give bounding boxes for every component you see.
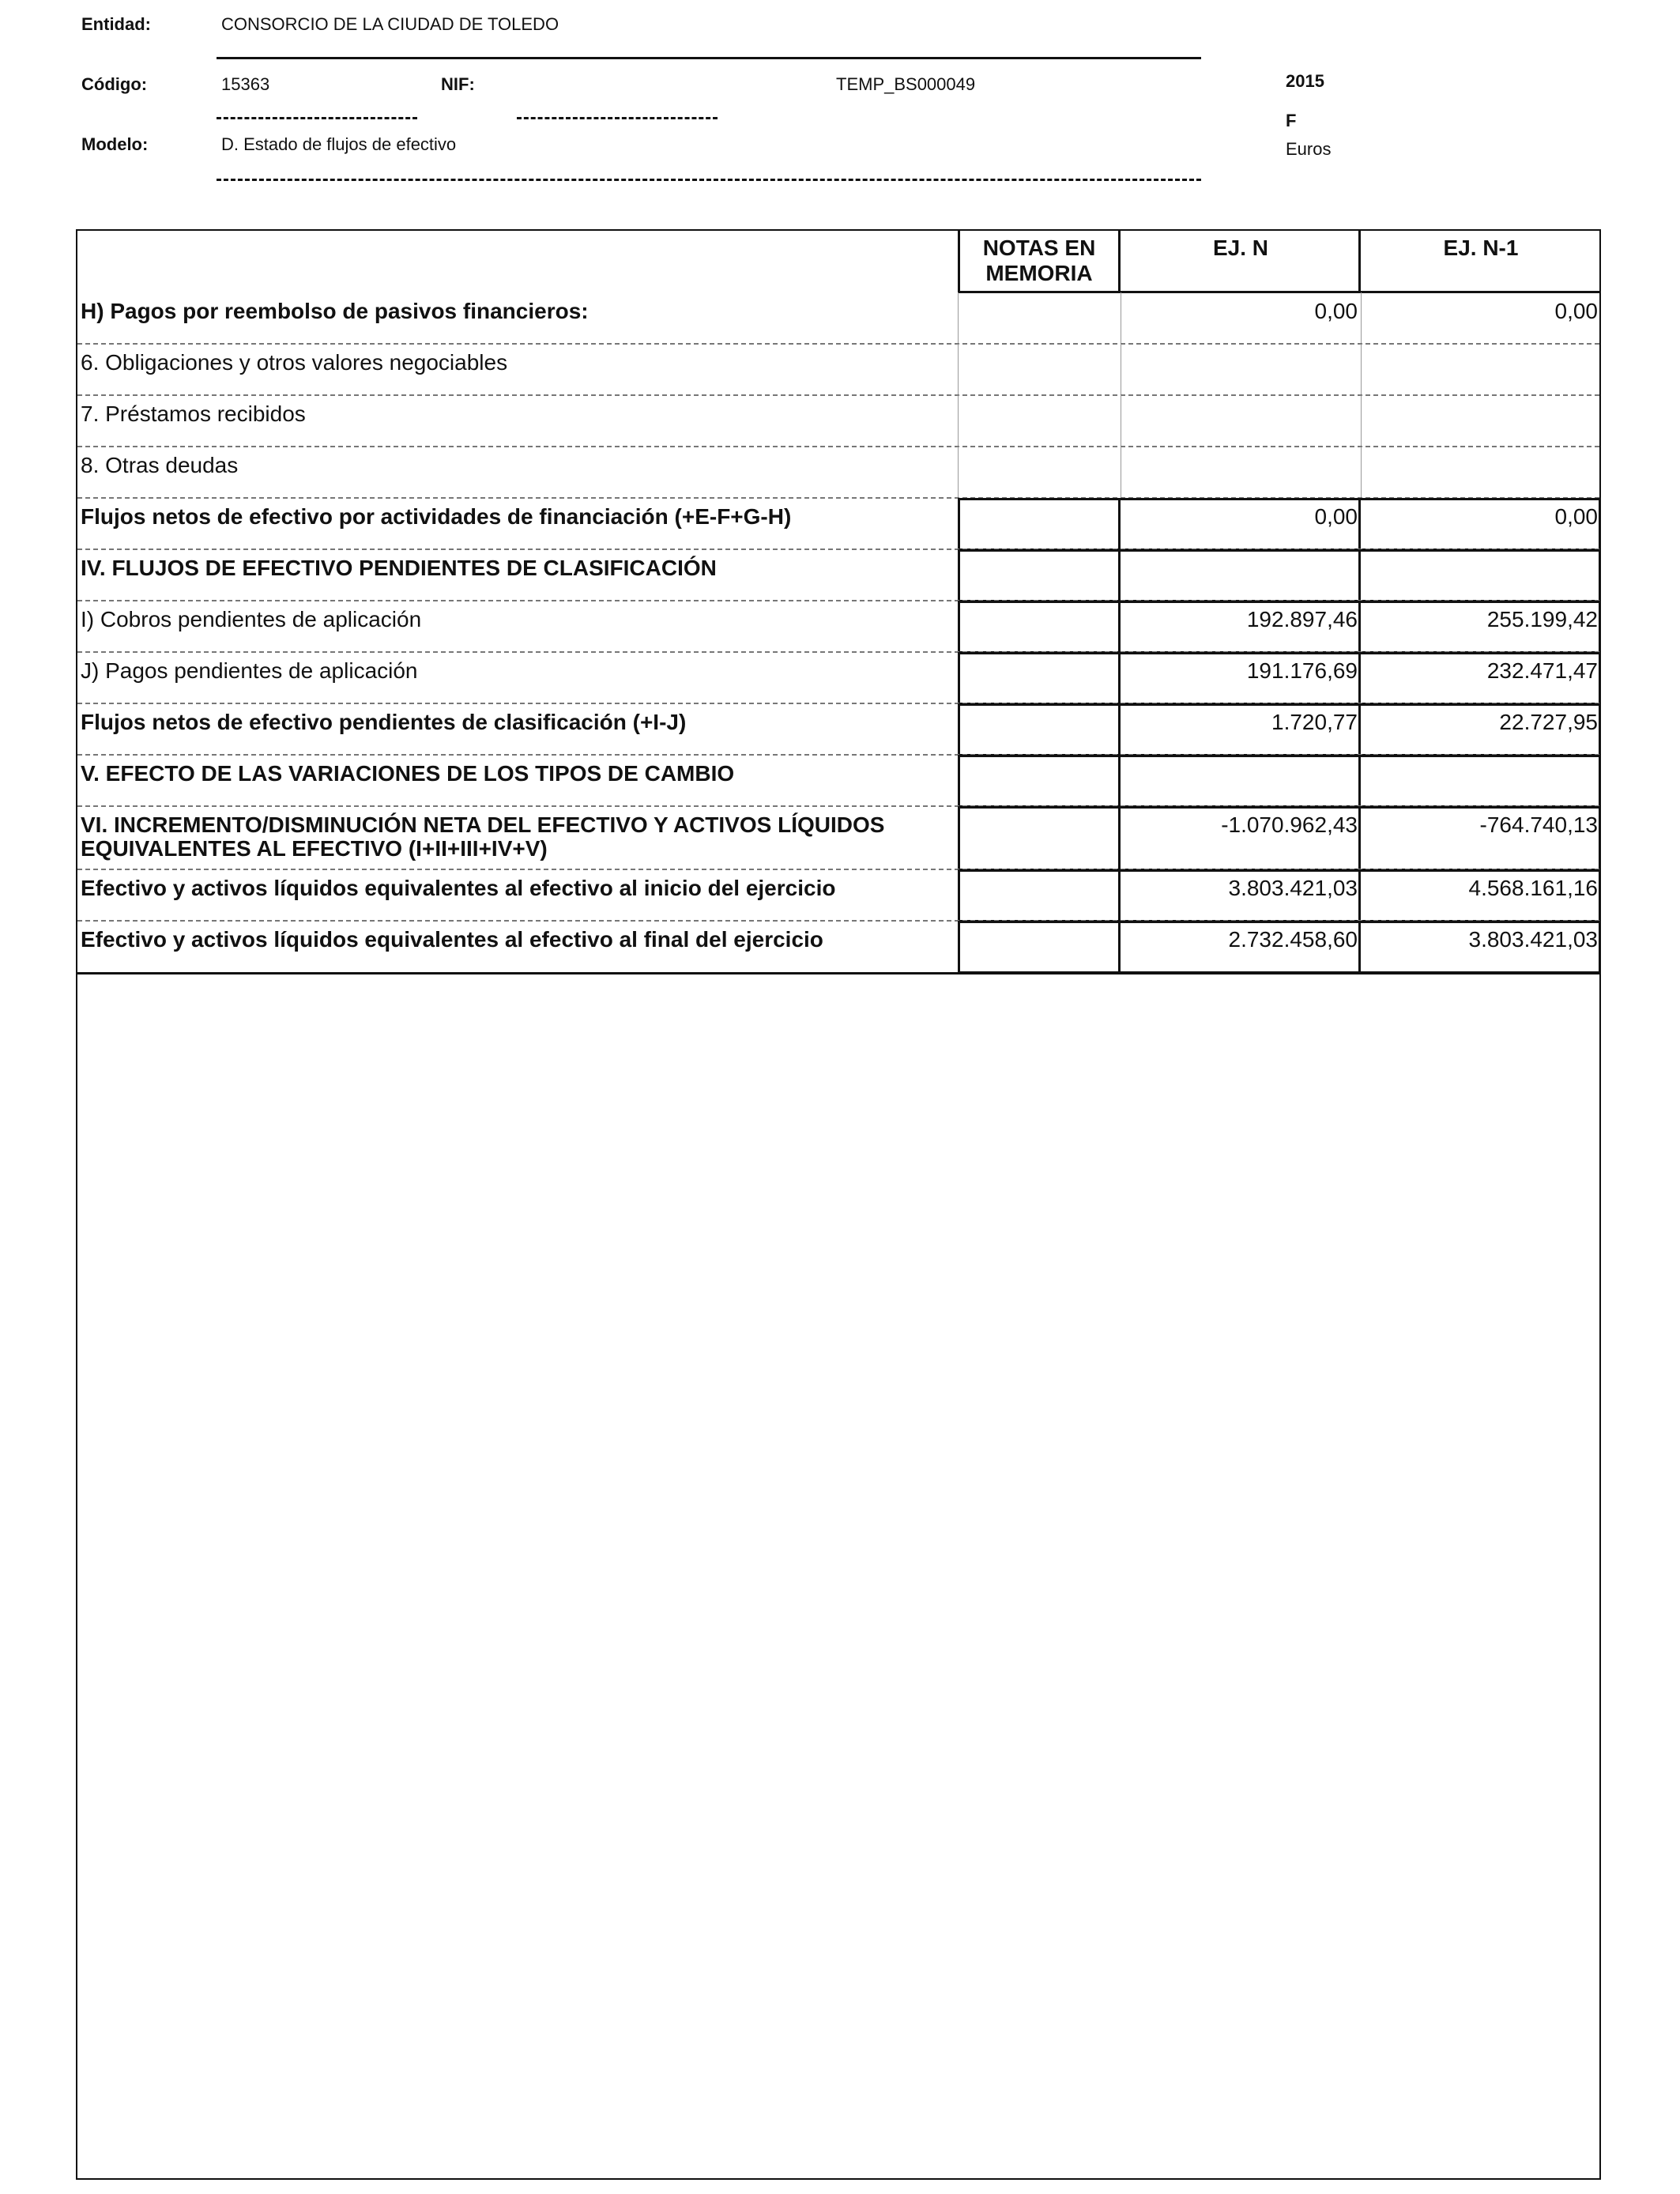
ej-n-cell [1118, 921, 1361, 974]
notas-cell [958, 921, 1121, 974]
row-label: Flujos netos de efectivo por actividades de financiación (+E-F+G-H) [81, 504, 792, 529]
row-separator [77, 343, 1599, 345]
value-ej-n1: 0,00 [1554, 299, 1598, 323]
value-ej-n: -1.070.962,43 [1221, 812, 1358, 837]
col-divider [958, 229, 960, 292]
nif-rule [517, 117, 718, 119]
col-header-ej-n: EJ. N [1212, 236, 1269, 260]
row-label: V. EFECTO DE LAS VARIACIONES DE LOS TIPOS DE CAMBIO [81, 761, 735, 786]
notas-cell [958, 652, 1121, 705]
nif-label: NIF: [441, 74, 475, 94]
row-separator [77, 446, 1599, 447]
row-label: Efectivo y activos líquidos equivalentes al efectivo al inicio del ejercicio [81, 876, 836, 900]
row-label: J) Pagos pendientes de aplicación [81, 658, 418, 683]
value-ej-n1: 22.727,95 [1499, 710, 1598, 734]
value-ej-n: 0,00 [1314, 299, 1358, 323]
value-ej-n: 191.176,69 [1246, 658, 1358, 683]
cell-divider [958, 447, 959, 498]
modelo-value: D. Estado de flujos de efectivo [221, 134, 457, 154]
value-ej-n: 3.803.421,03 [1228, 876, 1358, 900]
col-divider [1358, 229, 1361, 292]
ej-n-cell [1118, 869, 1361, 922]
value-ej-n: 1.720,77 [1271, 710, 1358, 734]
row-separator [77, 394, 1599, 396]
notas-cell [958, 549, 1121, 602]
col-header-notas: NOTAS EN MEMORIA [982, 236, 1096, 285]
ej-n-cell [1118, 549, 1361, 602]
value-ej-n1: 3.803.421,03 [1468, 927, 1598, 952]
year-label: 2015 [1286, 71, 1324, 91]
cell-divider [1361, 447, 1362, 498]
row-label: I) Cobros pendientes de aplicación [81, 607, 422, 631]
flag-label: F [1286, 111, 1297, 130]
modelo-rule [217, 179, 1201, 181]
row-label: H) Pagos por reembolso de pasivos financieros: [81, 299, 589, 323]
value-ej-n1: 232.471,47 [1486, 658, 1598, 683]
notas-cell [958, 806, 1121, 871]
ej-n1-cell [1358, 869, 1601, 922]
notas-cell [958, 601, 1121, 654]
cell-divider [958, 395, 959, 447]
ej-n-cell [1118, 498, 1361, 551]
row-label: 6. Obligaciones y otros valores negociables [81, 350, 508, 375]
cell-divider [1361, 395, 1362, 447]
row-label-continued: EQUIVALENTES AL EFECTIVO (I+II+III+IV+V) [81, 836, 548, 861]
row-label: 8. Otras deudas [81, 453, 239, 477]
ej-n1-cell [1358, 806, 1601, 871]
value-ej-n: 2.732.458,60 [1228, 927, 1358, 952]
ej-n1-cell [1358, 703, 1601, 756]
ej-n-cell [1118, 806, 1361, 871]
notas-cell [958, 869, 1121, 922]
header-bottom-rule [958, 291, 1601, 293]
codigo-value: 15363 [221, 74, 270, 94]
notas-cell [958, 498, 1121, 551]
value-ej-n1: 255.199,42 [1486, 607, 1598, 631]
row-label: VI. INCREMENTO/DISMINUCIÓN NETA DEL EFECTIVO Y ACTIVOS LÍQUIDOS [81, 812, 885, 837]
currency-label: Euros [1286, 139, 1332, 159]
value-ej-n1: -764.740,13 [1479, 812, 1598, 837]
value-ej-n1: 4.568.161,16 [1468, 876, 1598, 900]
ej-n1-cell [1358, 601, 1601, 654]
row-label: Efectivo y activos líquidos equivalentes al efectivo al final del ejercicio [81, 927, 823, 952]
value-ej-n1: 0,00 [1554, 504, 1598, 529]
ej-n-cell [1118, 652, 1361, 705]
notas-cell [958, 703, 1121, 756]
row-separator [76, 972, 1601, 974]
row-label: Flujos netos de efectivo pendientes de clasificación (+I-J) [81, 710, 687, 734]
ej-n1-cell [1358, 498, 1601, 551]
cell-divider [1361, 292, 1362, 344]
codigo-rule [217, 117, 417, 119]
value-ej-n: 0,00 [1314, 504, 1358, 529]
row-label: 7. Préstamos recibidos [81, 401, 306, 426]
row-label: IV. FLUJOS DE EFECTIVO PENDIENTES DE CLASIFICACIÓN [81, 556, 717, 580]
ej-n-cell [1118, 755, 1361, 808]
ej-n-cell [1118, 703, 1361, 756]
nif-value: TEMP_BS000049 [836, 74, 976, 94]
value-ej-n: 192.897,46 [1246, 607, 1358, 631]
cell-divider [958, 292, 959, 344]
entidad-label: Entidad: [81, 14, 151, 34]
ej-n1-cell [1358, 549, 1601, 602]
codigo-label: Código: [81, 74, 148, 94]
entidad-value: CONSORCIO DE LA CIUDAD DE TOLEDO [221, 14, 559, 34]
modelo-label: Modelo: [81, 134, 149, 154]
col-header-ej-n1: EJ. N-1 [1443, 236, 1519, 260]
cell-divider [1361, 344, 1362, 395]
ej-n1-cell [1358, 652, 1601, 705]
entidad-rule [217, 57, 1201, 59]
notas-cell [958, 755, 1121, 808]
ej-n1-cell [1358, 755, 1601, 808]
col-divider [1118, 229, 1121, 292]
ej-n-cell [1118, 601, 1361, 654]
cell-divider [958, 344, 959, 395]
ej-n1-cell [1358, 921, 1601, 974]
